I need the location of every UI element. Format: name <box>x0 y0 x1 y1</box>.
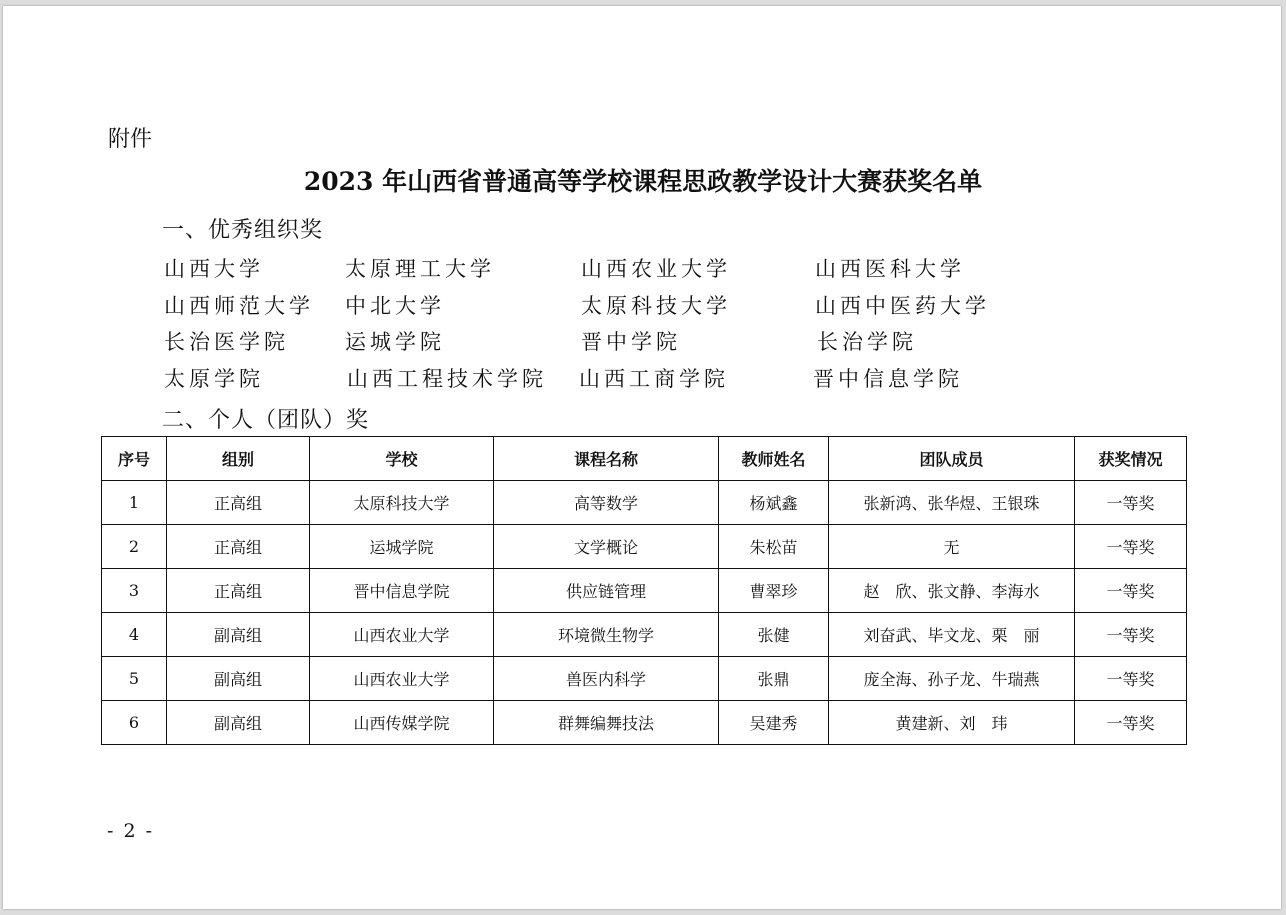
page-number: - 2 - <box>107 820 155 842</box>
table-cell: 正高组 <box>167 525 310 569</box>
table-cell: 朱松苗 <box>719 525 829 569</box>
organization-name: 长治医学院 <box>164 330 289 354</box>
column-header: 教师姓名 <box>719 437 829 481</box>
table-cell: 山西农业大学 <box>310 657 494 701</box>
table-cell: 1 <box>102 481 167 525</box>
table-cell: 曹翠珍 <box>719 569 829 613</box>
organization-name: 太原科技大学 <box>581 294 731 318</box>
table-row <box>102 525 1187 569</box>
organization-name: 晋中学院 <box>581 330 681 354</box>
organization-name: 山西工商学院 <box>579 367 729 391</box>
award-table <box>101 436 1187 745</box>
column-header: 组别 <box>167 437 310 481</box>
table-cell: 环境微生物学 <box>494 613 719 657</box>
table-cell: 赵 欣、张文静、李海水 <box>829 569 1075 613</box>
organization-name: 山西工程技术学院 <box>347 367 547 391</box>
table-header-row <box>102 437 1187 481</box>
table-cell: 山西农业大学 <box>310 613 494 657</box>
table-cell: 供应链管理 <box>494 569 719 613</box>
table-cell: 兽医内科学 <box>494 657 719 701</box>
table-cell: 山西传媒学院 <box>310 701 494 745</box>
section-heading-individual-award: 二、个人（团队）奖 <box>162 408 370 433</box>
table-row <box>102 701 1187 745</box>
organization-name: 山西大学 <box>164 257 264 281</box>
organization-name: 山西农业大学 <box>581 257 731 281</box>
table-cell: 张健 <box>719 613 829 657</box>
table-cell: 一等奖 <box>1075 481 1187 525</box>
table-cell: 6 <box>102 701 167 745</box>
table-cell: 2 <box>102 525 167 569</box>
table-row <box>102 481 1187 525</box>
column-header: 获奖情况 <box>1075 437 1187 481</box>
table-cell: 3 <box>102 569 167 613</box>
table-row <box>102 569 1187 613</box>
organization-name: 山西中医药大学 <box>815 294 990 318</box>
column-header: 课程名称 <box>494 437 719 481</box>
table-cell: 太原科技大学 <box>310 481 494 525</box>
table-cell: 群舞编舞技法 <box>494 701 719 745</box>
table-cell: 黄建新、刘 玮 <box>829 701 1075 745</box>
section-heading-organization-award: 一、优秀组织奖 <box>162 218 324 243</box>
table-cell: 一等奖 <box>1075 701 1187 745</box>
table-cell: 高等数学 <box>494 481 719 525</box>
table-cell: 无 <box>829 525 1075 569</box>
table-cell: 吴建秀 <box>719 701 829 745</box>
table-cell: 一等奖 <box>1075 613 1187 657</box>
table-cell: 副高组 <box>167 613 310 657</box>
table-cell: 杨斌鑫 <box>719 481 829 525</box>
table-cell: 5 <box>102 657 167 701</box>
table-cell: 张新鸿、张华煜、王银珠 <box>829 481 1075 525</box>
attachment-label: 附件 <box>108 127 153 152</box>
organization-name: 晋中信息学院 <box>813 367 963 391</box>
table-cell: 副高组 <box>167 701 310 745</box>
column-header: 学校 <box>310 437 494 481</box>
table-cell: 一等奖 <box>1075 657 1187 701</box>
organization-name: 山西师范大学 <box>164 294 314 318</box>
table-row <box>102 657 1187 701</box>
document-title: 2023 年山西省普通高等学校课程思政教学设计大赛获奖名单 <box>303 167 983 196</box>
organization-name: 运城学院 <box>345 330 445 354</box>
table-cell: 庞全海、孙子龙、牛瑞燕 <box>829 657 1075 701</box>
column-header: 团队成员 <box>829 437 1075 481</box>
organization-name: 太原理工大学 <box>345 257 495 281</box>
table-cell: 文学概论 <box>494 525 719 569</box>
organization-name: 山西医科大学 <box>815 257 965 281</box>
table-cell: 正高组 <box>167 569 310 613</box>
organization-name: 长治学院 <box>817 330 917 354</box>
organization-name: 太原学院 <box>164 367 264 391</box>
table-cell: 刘奋武、毕文龙、栗 丽 <box>829 613 1075 657</box>
column-header: 序号 <box>102 437 167 481</box>
table-row <box>102 613 1187 657</box>
table-cell: 一等奖 <box>1075 569 1187 613</box>
table-cell: 运城学院 <box>310 525 494 569</box>
table-cell: 一等奖 <box>1075 525 1187 569</box>
table-cell: 晋中信息学院 <box>310 569 494 613</box>
table-cell: 4 <box>102 613 167 657</box>
table-cell: 副高组 <box>167 657 310 701</box>
table-cell: 张鼎 <box>719 657 829 701</box>
organization-name: 中北大学 <box>345 294 445 318</box>
table-cell: 正高组 <box>167 481 310 525</box>
